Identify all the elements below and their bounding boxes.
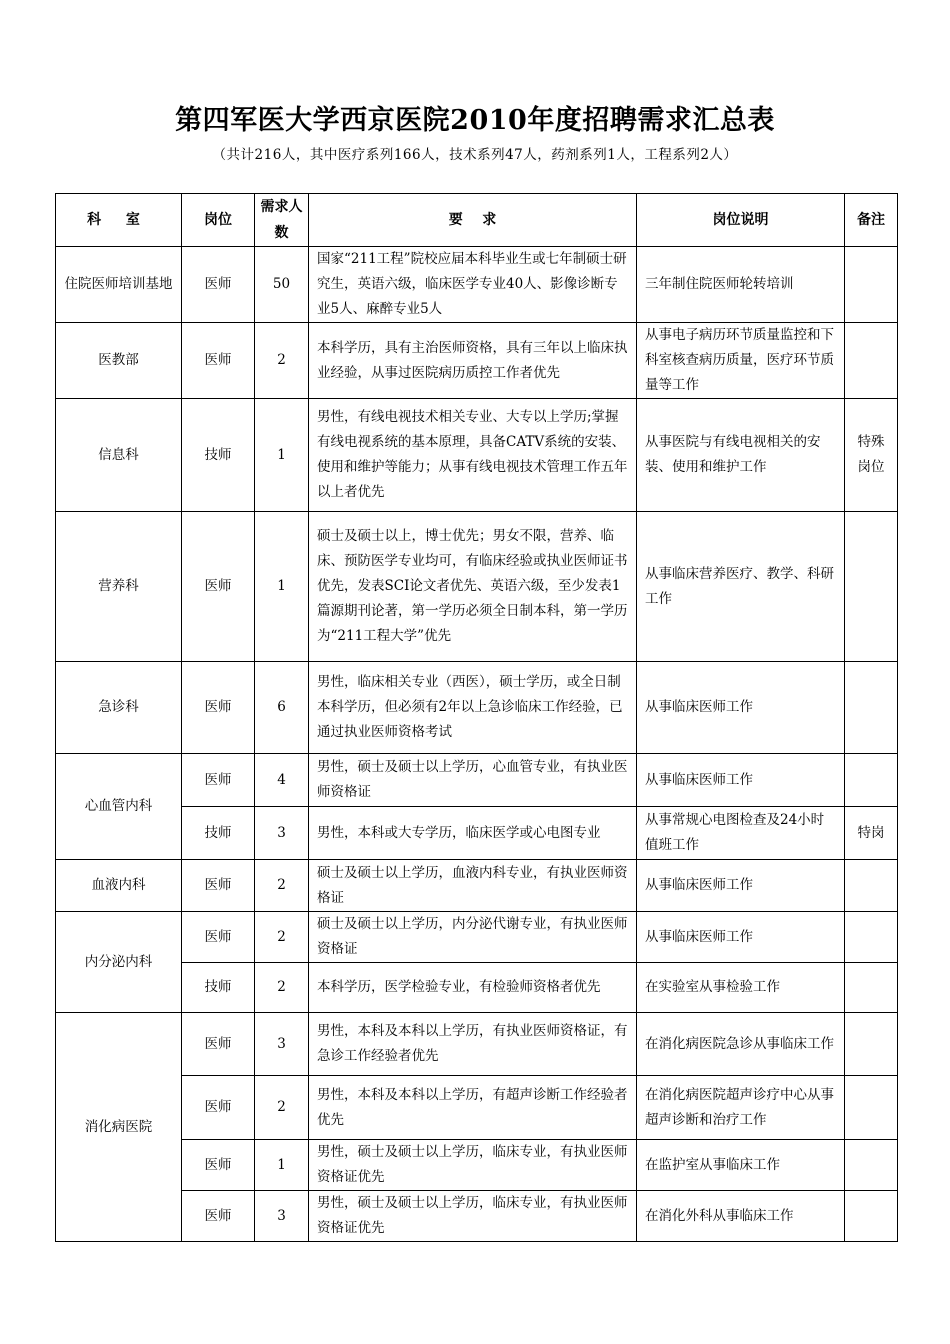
requirement-cell: 本科学历，医学检验专业，有检验师资格者优先 bbox=[309, 963, 637, 1013]
count-cell: 1 bbox=[255, 1140, 309, 1191]
dept-cell: 住院医师培训基地 bbox=[56, 247, 182, 323]
post-cell: 医师 bbox=[182, 662, 255, 754]
count-cell: 4 bbox=[255, 754, 309, 807]
description-cell: 从事医院与有线电视相关的安装、使用和维护工作 bbox=[637, 399, 845, 512]
header-count: 需求人数 bbox=[255, 194, 309, 247]
dept-cell: 医教部 bbox=[56, 323, 182, 399]
requirement-cell: 男性，硕士及硕士以上学历，临床专业，有执业医师资格证优先 bbox=[309, 1140, 637, 1191]
table-row bbox=[56, 807, 898, 860]
count-cell: 2 bbox=[255, 912, 309, 963]
note-cell bbox=[845, 662, 898, 754]
note-cell: 特岗 bbox=[845, 807, 898, 860]
document-title: 第四军医大学西京医院2010年度招聘需求汇总表 bbox=[175, 105, 775, 136]
requirement-cell: 硕士及硕士以上学历，血液内科专业，有执业医师资格证 bbox=[309, 860, 637, 912]
count-cell: 2 bbox=[255, 1076, 309, 1140]
post-cell: 医师 bbox=[182, 1013, 255, 1076]
count-cell: 3 bbox=[255, 807, 309, 860]
dept-cell: 急诊科 bbox=[56, 662, 182, 754]
description-cell: 在消化外科从事临床工作 bbox=[637, 1191, 845, 1242]
table-row bbox=[56, 1191, 898, 1242]
description-cell: 从事常规心电图检查及24小时值班工作 bbox=[637, 807, 845, 860]
description-cell: 从事临床医师工作 bbox=[637, 754, 845, 807]
note-cell bbox=[845, 963, 898, 1013]
description-cell: 在消化病医院超声诊疗中心从事超声诊断和治疗工作 bbox=[637, 1076, 845, 1140]
dept-cell: 消化病医院 bbox=[56, 1013, 182, 1242]
requirement-cell: 国家“211工程”院校应届本科毕业生或七年制硕士研究生，英语六级，临床医学专业40人、影像诊断专业5人、麻醉专业5人 bbox=[309, 247, 637, 323]
note-cell: 特殊岗位 bbox=[845, 399, 898, 512]
note-cell bbox=[845, 247, 898, 323]
note-cell bbox=[845, 323, 898, 399]
table-row bbox=[56, 754, 898, 807]
dept-cell: 营养科 bbox=[56, 512, 182, 662]
requirement-cell: 男性，有线电视技术相关专业、大专以上学历;掌握有线电视系统的基本原理，具备CATV系统的安装、使用和维护等能力；从事有线电视技术管理工作五年以上者优先 bbox=[309, 399, 637, 512]
table-row bbox=[56, 912, 898, 963]
note-cell bbox=[845, 512, 898, 662]
post-cell: 医师 bbox=[182, 247, 255, 323]
table-row bbox=[56, 1140, 898, 1191]
dept-cell: 信息科 bbox=[56, 399, 182, 512]
note-cell bbox=[845, 1140, 898, 1191]
description-cell: 在消化病医院急诊从事临床工作 bbox=[637, 1013, 845, 1076]
count-cell: 1 bbox=[255, 512, 309, 662]
post-cell: 医师 bbox=[182, 323, 255, 399]
post-cell: 医师 bbox=[182, 1076, 255, 1140]
table-row bbox=[56, 662, 898, 754]
dept-cell: 血液内科 bbox=[56, 860, 182, 912]
description-cell: 三年制住院医师轮转培训 bbox=[637, 247, 845, 323]
table-row bbox=[56, 323, 898, 399]
requirement-cell: 男性，硕士及硕士以上学历，临床专业，有执业医师资格证优先 bbox=[309, 1191, 637, 1242]
post-cell: 技师 bbox=[182, 807, 255, 860]
requirement-cell: 硕士及硕士以上学历，内分泌代谢专业，有执业医师资格证 bbox=[309, 912, 637, 963]
post-cell: 医师 bbox=[182, 512, 255, 662]
description-cell: 从事临床营养医疗、教学、科研工作 bbox=[637, 512, 845, 662]
count-cell: 3 bbox=[255, 1191, 309, 1242]
count-cell: 1 bbox=[255, 399, 309, 512]
post-cell: 医师 bbox=[182, 1140, 255, 1191]
note-cell bbox=[845, 1191, 898, 1242]
note-cell bbox=[845, 912, 898, 963]
post-cell: 医师 bbox=[182, 912, 255, 963]
count-cell: 6 bbox=[255, 662, 309, 754]
requirement-cell: 硕士及硕士以上，博士优先；男女不限，营养、临床、预防医学专业均可，有临床经验或执业医师证书优先，发表SCI论文者优先、英语六级，至少发表1篇源期刊论著，第一学历必须全日制本科，第一学历为“211工程大学”优先 bbox=[309, 512, 637, 662]
requirement-cell: 男性，本科及本科以上学历，有执业医师资格证，有急诊工作经验者优先 bbox=[309, 1013, 637, 1076]
requirement-cell: 男性，临床相关专业（西医），硕士学历，或全日制本科学历，但必须有2年以上急诊临床工作经验，已通过执业医师资格考试 bbox=[309, 662, 637, 754]
requirement-cell: 男性，硕士及硕士以上学历，心血管专业，有执业医师资格证 bbox=[309, 754, 637, 807]
dept-cell: 内分泌内科 bbox=[56, 912, 182, 1013]
table-header-row bbox=[56, 194, 898, 247]
note-cell bbox=[845, 754, 898, 807]
table-row bbox=[56, 860, 898, 912]
table-row bbox=[56, 963, 898, 1013]
count-cell: 2 bbox=[255, 963, 309, 1013]
table-row bbox=[56, 1013, 898, 1076]
description-cell: 从事电子病历环节质量监控和下科室核查病历质量，医疗环节质量等工作 bbox=[637, 323, 845, 399]
requirement-cell: 男性，本科及本科以上学历，有超声诊断工作经验者优先 bbox=[309, 1076, 637, 1140]
post-cell: 技师 bbox=[182, 963, 255, 1013]
table-row bbox=[56, 399, 898, 512]
table-row bbox=[56, 512, 898, 662]
dept-cell: 心血管内科 bbox=[56, 754, 182, 860]
post-cell: 医师 bbox=[182, 754, 255, 807]
count-cell: 2 bbox=[255, 323, 309, 399]
post-cell: 技师 bbox=[182, 399, 255, 512]
description-cell: 在监护室从事临床工作 bbox=[637, 1140, 845, 1191]
note-cell bbox=[845, 1076, 898, 1140]
requirement-cell: 本科学历，具有主治医师资格，具有三年以上临床执业经验，从事过医院病历质控工作者优先 bbox=[309, 323, 637, 399]
header-note: 备注 bbox=[845, 194, 898, 247]
header-description: 岗位说明 bbox=[637, 194, 845, 247]
post-cell: 医师 bbox=[182, 860, 255, 912]
table-row bbox=[56, 247, 898, 323]
post-cell: 医师 bbox=[182, 1191, 255, 1242]
description-cell: 从事临床医师工作 bbox=[637, 860, 845, 912]
note-cell bbox=[845, 1013, 898, 1076]
count-cell: 2 bbox=[255, 860, 309, 912]
document-subtitle: （共计216人，其中医疗系列166人，技术系列47人，药剂系列1人，工程系列2人） bbox=[212, 147, 738, 163]
header-requirements: 要 求 bbox=[309, 194, 637, 247]
requirement-cell: 男性，本科或大专学历，临床医学或心电图专业 bbox=[309, 807, 637, 860]
description-cell: 从事临床医师工作 bbox=[637, 662, 845, 754]
note-cell bbox=[845, 860, 898, 912]
header-dept: 科 室 bbox=[56, 194, 182, 247]
description-cell: 从事临床医师工作 bbox=[637, 912, 845, 963]
count-cell: 3 bbox=[255, 1013, 309, 1076]
description-cell: 在实验室从事检验工作 bbox=[637, 963, 845, 1013]
recruitment-table bbox=[55, 193, 898, 1242]
count-cell: 50 bbox=[255, 247, 309, 323]
table-row bbox=[56, 1076, 898, 1140]
header-post: 岗位 bbox=[182, 194, 255, 247]
